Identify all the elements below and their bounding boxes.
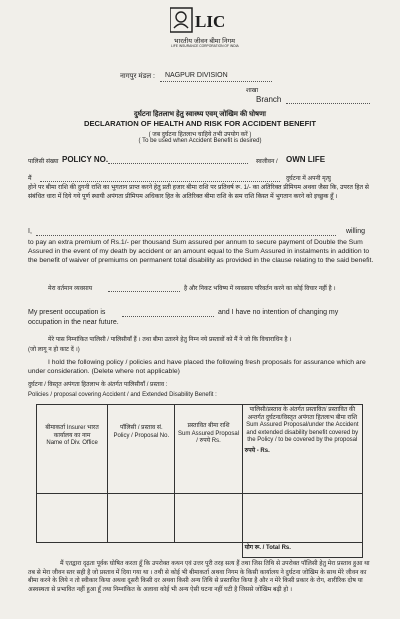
table-intro-hindi: दुर्घटना / विस्तृत अपंगता हितलाभ के अंतर्गत पालिसीयाँ / प्रस्ताव : — [28, 382, 168, 388]
english-para1-lead: I, — [28, 228, 32, 235]
own-life-hindi: स्वजीवन / — [256, 159, 278, 165]
col-sum-assured — [175, 405, 242, 494]
col-sum-assured-english: Sum Assured Proposal / रुपये Rs. — [177, 430, 240, 444]
occupation-field-hindi[interactable] — [108, 291, 180, 292]
col-policy-no — [108, 405, 175, 494]
col-sum-assured-hindi: प्रस्तावित बीमा राशि — [187, 423, 230, 429]
policy-label-english: POLICY NO. — [62, 155, 109, 164]
own-life-english: OWN LIFE — [286, 155, 326, 164]
policies-english: I hold the following policy / policies and have placed the following fresh proposals for assurance which are under consideration. (Delete where not applicable) — [28, 359, 366, 375]
occupation-field-english[interactable] — [122, 316, 214, 317]
table-intro-english: Policies / proposal covering Accident / and Extended Disability Benefit : — [28, 392, 217, 398]
english-para1: to pay an extra premium of Rs.1/- per thousand Sum assured per annum to secure payment of Double the Sum Assured in the event of my death by accident or an amount equal to the Sum Assured in instalments in addition to the benefit of waiver of premiums on permanent total disability as provided in the clause relating to the said benefit. — [28, 239, 374, 264]
occupation-hindi-label: मेरा वर्तमान व्यवसाय — [48, 286, 93, 292]
total-cell[interactable]: योग रू. / Total Rs. — [242, 543, 362, 558]
branch-label-hindi: शाखा — [246, 88, 259, 94]
division-value: NAGPUR DIVISION — [165, 72, 228, 79]
title-hindi: दुर्घटना हितलाभ हेतु स्वास्थ्य एवम् जोखिम की घोषणा — [134, 111, 266, 118]
division-label: नागपुर मंडल : — [120, 73, 155, 80]
division-underline — [160, 81, 272, 82]
policies-hindi-note: (जो लागू न हो काट दें ।) — [28, 347, 80, 353]
cell-sum-assured[interactable] — [175, 494, 242, 543]
lic-logo — [170, 6, 239, 50]
col-accident-sum-hindi: पालिसी/प्रस्ताव के अंतर्गत प्रस्तावित/ प्रस्तावित की अन्तर्गत दुर्घटना/विस्तृत अपंगता हितलाभ बीमा राशि — [247, 407, 358, 421]
policies-hindi: मेरे पास निम्नांकित पालिसी / पालिसीयाँ हैं । तथा बीमा उतारने हेतु निम्न नये प्रस्तावों को मैं ने जो कि विचाराधिन है । — [48, 337, 292, 343]
rupees-label: रुपये - Rs. — [244, 447, 270, 454]
col-insurer-hindi: बीमाकर्ता Insurer भारत कार्यालय का नाम — [45, 425, 99, 439]
name-field-hindi[interactable] — [40, 181, 280, 182]
english-para1-tail: willing — [346, 228, 366, 235]
occupation-english-line2: occupation in the near future. — [28, 319, 119, 326]
table-header-row — [37, 405, 363, 494]
subtitle-english: ( To be used when Accident Benefit is desired) — [138, 138, 262, 144]
subtitle-hindi: ( जब दुर्घटना हितलाभ चाहिये तभी उपयोग करें ) — [148, 132, 252, 138]
policy-number-field[interactable] — [108, 163, 248, 164]
col-insurer — [37, 405, 108, 494]
cell-accident-sum[interactable] — [242, 494, 362, 543]
col-accident-sum — [242, 405, 362, 494]
col-policy-no-hindi: पॉलिसी / प्रस्ताव सं. — [119, 425, 163, 431]
policy-label-hindi: पालिसी संख्या — [28, 159, 59, 165]
hindi-para1-tail: दुर्घटना में अपनी मृत्यु — [286, 176, 331, 182]
lic-name-hindi: भारतीय जीवन बीमा निगम — [174, 38, 236, 45]
title-english: DECLARATION OF HEALTH AND RISK FOR ACCIDENT BENEFIT — [83, 119, 317, 128]
svg-text:LIC: LIC — [195, 12, 226, 31]
lic-emblem-icon — [170, 6, 230, 36]
table-total-row — [37, 543, 363, 558]
hindi-para1: होने पर बीमा राशि की दुगनी राशि का भुगतान प्राप्त करने हेतु प्रती हजार बीमा राशि पर प्रतिवर्ष रू. 1/- का अतिरिक्त प्रीमियम अथवा जैसा कि, उपरत हित से संबंधित धारा में दिये गये पूर्ण स्थायी अपंगता प्रीमियम अधिकार हित के अतिरिक्त बीमा राशि के सम राशि किस्त में भुगतान करने को इच्छुक हूँ । — [28, 184, 369, 200]
col-accident-sum-english: Sum Assured Proposal/under the Accident and extended disability benefit covered by the Policy / to be covered by the proposal — [246, 422, 359, 443]
policies-table — [36, 404, 363, 558]
closing-declaration-hindi: मैं एतद्वारा दृढ़ता पूर्वक घोषित करता हूँ कि उपरोक्त कथन एवं उत्तर पूरी तरह सत्य हैं तथा जिस तिथि से उपरोक्त पॉलिसी हेतु मेरा प्रस्ताव हुआ था तब से मेरा जीवन स्तर सही है जो प्रस्ताव में दिया गया था । तथी से कोई भी बीमाकर्ता अथवा निगम के किसी कार्यालय ने दुर्घटना जोखिम के साथ मेरे जीवन का बीमा करने के लिये न तो स्वीकार किया अथवा दूसरी किसी दर अथवा किसी अन्य तिथि से प्रस्तावित किया है और न मेरे किसी प्रकार के रोग, शारीरिक दोष या अस्वस्थता से प्रभावित नहीं हुआ हूँ तथा निम्नांकित के अलावा कोई भी अन्य ऐसी घटना नहीं घटी है जिससे जोखिम बढ़ी हो । — [28, 560, 370, 593]
branch-field[interactable] — [286, 103, 370, 104]
branch-label-english: Branch — [256, 95, 282, 104]
table-entry-row[interactable] — [37, 494, 363, 543]
lic-name-english: LIFE INSURANCE CORPORATION OF INDIA — [171, 44, 239, 48]
cell-insurer[interactable] — [37, 494, 108, 543]
occupation-english-tail: and I have no intention of changing my — [218, 309, 339, 316]
col-policy-no-english: Policy / Proposal No. — [113, 432, 170, 439]
occupation-hindi-tail: है और निकट भविष्य में व्यवसाय परिवर्तन करने का कोई विचार नहीं है । — [184, 286, 336, 292]
cell-policy-no[interactable] — [108, 494, 175, 543]
occupation-english-label: My present occupation is — [28, 309, 106, 316]
col-insurer-english: Name of Div. Office — [46, 440, 98, 446]
name-field-english[interactable] — [36, 235, 336, 236]
hindi-para1-lead: मैं — [28, 176, 32, 182]
